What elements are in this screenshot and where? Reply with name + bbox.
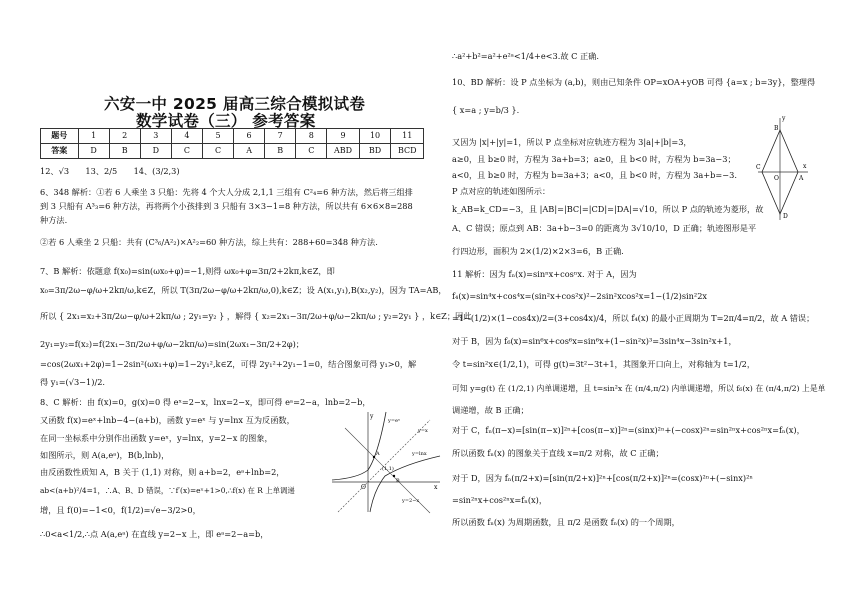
- solution-text-line: 如图所示，则 A(a,eᵃ)，B(b,lnb)，: [40, 450, 170, 460]
- label-a: A: [376, 451, 380, 457]
- label-c: C: [756, 164, 761, 171]
- label-y-eq-2-minus-x: y=2−x: [402, 498, 420, 504]
- graph-q10: [756, 112, 810, 222]
- label-exp: y=eˣ: [388, 418, 401, 424]
- solution-text-line: 8、C 解析：由 f(x)=0，g(x)=0 得 eˣ=2−x，lnx=2−x，即可得 eᵃ=2−a，lnb=2−b，: [40, 397, 371, 407]
- qnum: 10: [359, 129, 391, 144]
- answer-cell: ABD: [327, 144, 359, 159]
- solution-text-line: 又函数 f(x)=eˣ+lnb−4−(a+b)，函数 y=eˣ 与 y=lnx 互为反函数，: [40, 415, 295, 425]
- answer-cell: C: [202, 144, 233, 159]
- qnum: 3: [140, 129, 171, 144]
- answer-table-answer-row: [41, 144, 424, 159]
- answer-label: 答案: [41, 144, 79, 159]
- solution-text-line: P 点对应的轨迹如图所示：: [452, 186, 551, 196]
- header-label: 题号: [41, 129, 79, 144]
- solution-text-line: ab<(a+b)²/4=1，∴A、B、D 错误，∵f′(x)=eˣ+1>0,∴f(x) 在 R 上单调递: [40, 486, 295, 495]
- solution-text-line: 所以函数 fₙ(x) 为周期函数，且 π/2 是函数 fₙ(x) 的一个周期，: [452, 517, 680, 527]
- answer-cell: BD: [359, 144, 391, 159]
- label-ln: y=lnx: [412, 451, 427, 457]
- label-o: O: [774, 175, 779, 182]
- solution-text-line: ∴0<a<1/2,∴点 A(a,eᵃ) 在直线 y=2−x 上，即 eᵃ=2−a=b，: [40, 529, 269, 539]
- solution-text-line: =sin²ⁿx+cos²ⁿx=fₙ(x)，: [452, 495, 548, 505]
- label-y: y: [370, 413, 374, 420]
- title-line-2: 数学试卷（三） 参考答案: [136, 112, 316, 130]
- answer-cell: BCD: [391, 144, 424, 159]
- solution-text-line: 10、BD 解析：设 P 点坐标为 (a,b)，则由已知条件 OP=xOA+yOB 可得 {a=x ; b=3y}，整理得: [452, 77, 816, 87]
- qnum: 5: [202, 129, 233, 144]
- title-line-1: 六安一中 2025 届高三综合模拟试卷: [104, 95, 366, 113]
- qnum: 4: [171, 129, 202, 144]
- solution-text-line: 对于 D，因为 fₙ(π/2+x)=[sin(π/2+x)]²ⁿ+[cos(π/2+x)]²ⁿ=(cosx)²ⁿ+(−sinx)²ⁿ: [452, 473, 753, 483]
- answer-cell: D: [140, 144, 171, 159]
- answer-table-header-row: [41, 129, 424, 144]
- label-o: O: [361, 484, 366, 491]
- solution-text-line: 11 解析：因为 fₙ(x)=sinⁿx+cosⁿx. 对于 A，因为: [452, 269, 637, 279]
- solution-text-line: 6、348 解析：①若 6 人乘坐 3 只船：先将 4 个大人分成 2,1,1 三组有 C²₄=6 种方法，然后将三组排: [40, 187, 413, 197]
- solution-text-line: ②若 6 人乘坐 2 只船：共有 (C³₆/A²₂)×A²₂=60 种方法，综上共有：288+60=348 种方法.: [40, 237, 378, 247]
- label-1-1: (1,1): [382, 466, 394, 472]
- label-d: D: [783, 213, 788, 220]
- answer-cell: B: [265, 144, 296, 159]
- solution-text-line: 由反函数性质知 A，B 关于 (1,1) 对称，则 a+b=2，eᵃ+lnb=2，: [40, 467, 285, 477]
- answer-cell: A: [234, 144, 265, 159]
- point-a: [373, 456, 375, 458]
- label-x: x: [803, 163, 807, 170]
- solution-text-line: 可知 y=g(t) 在 (1/2,1) 内单调递增，且 t=sin²x 在 (π/4,π/2) 内单调递增，所以 f₆(x) 在 (π/4,π/2) 上是单: [452, 384, 826, 393]
- solution-text-line: a≥0，且 b≥0 时，方程为 3a+b=3；a≥0，且 b<0 时，方程为 b=3a−3；: [452, 154, 736, 164]
- qnum: 7: [265, 129, 296, 144]
- solution-text-line: 令 t=sin²x∈(1/2,1)，可得 g(t)=3t²−3t+1，其图象开口向上，对称轴为 t=1/2，: [452, 359, 756, 369]
- answer-cell: C: [296, 144, 327, 159]
- solution-text-line: 在同一坐标系中分别作出函数 y=eˣ，y=lnx，y=2−x 的图象，: [40, 433, 273, 443]
- solution-text-line: 种方法.: [40, 215, 68, 225]
- solution-text-line: 行四边形，面积为 2×(1/2)×2×3=6，B 正确.: [452, 246, 624, 256]
- solution-text-line: f₄(x)=sin⁴x+cos⁴x=(sin²x+cos²x)²−2sin²xcos²x=1−(1/2)sin²2x: [452, 291, 708, 301]
- solution-text-line: x₀=3π/2ω−φ/ω+2kπ/ω,k∈Z，所以 T(3π/2ω−φ/ω+2kπ/ω,0),k∈Z；设 A(x₁,y₁),B(x₂,y₂)，因为 TA=AB，: [40, 285, 447, 295]
- solution-text-line: 所以函数 fₙ(x) 的图象关于直线 x=π/2 对称，故 C 正确；: [452, 448, 664, 458]
- solution-text-line: k_AB=k_CD=−3，且 |AB|=|BC|=|CD|=|DA|=√10，所以 P 点的轨迹为菱形，故: [452, 204, 764, 214]
- point-b: [393, 475, 395, 477]
- solution-text-line: =cos(2ωx₁+2φ)=1−2sin²(ωx₁+φ)=1−2y₁²,k∈Z，可得 2y₁²+2y₁−1=0，结合图象可得 y₁>0，解: [40, 359, 417, 369]
- answer-cell: D: [78, 144, 109, 159]
- qnum: 2: [109, 129, 140, 144]
- solution-text-line: 得 y₁=(√3−1)/2.: [40, 377, 106, 387]
- solution-text-line: ∴a²+b²=a²+e²ᵃ<1/4+e<3.故 C 正确.: [452, 51, 599, 61]
- solution-text-line: { x=a ; y=b/3 }.: [452, 105, 520, 115]
- label-a: A: [799, 175, 804, 182]
- solution-text-line: 对于 C，fₙ(π−x)=[sin(π−x)]²ⁿ+[cos(π−x)]²ⁿ=(sinx)²ⁿ+(−cosx)²ⁿ=sin²ⁿx+cos²ⁿx=fₙ(x)，: [452, 425, 805, 435]
- answer-table: [40, 128, 424, 159]
- label-y-eq-x: y=x: [418, 428, 428, 434]
- solution-text-line: 7、B 解析：依题意 f(x₀)=sin(ωx₀+φ)=−1,则得 ωx₀+φ=3π/2+2kπ,k∈Z，即: [40, 266, 335, 276]
- qnum: 11: [391, 129, 424, 144]
- solution-text-line: 增，且 f(0)=−1<0，f(1/2)=√e−3/2>0，: [40, 505, 201, 515]
- curve-exp: [332, 412, 386, 480]
- solution-text-line: 到 3 只船有 A³₃=6 种方法，再将两个小孩排到 3 只船有 3×3−1=8 种方法，所以共有 6×6×8=288: [40, 201, 413, 211]
- answer-cell: C: [171, 144, 202, 159]
- solution-text-line: =1−(1/2)×(1−cos4x)/2=(3+cos4x)/4，所以 f₄(x) 的最小正周期为 T=2π/4=π/2，故 A 错误；: [452, 313, 815, 323]
- fill-in-answers: 12、√3 13、2/5 14、(3/2,3): [40, 166, 180, 176]
- qnum: 6: [234, 129, 265, 144]
- solution-text-line: 又因为 |x|+|y|=1，所以 P 点坐标对应轨迹方程为 3|a|+|b|=3，: [452, 137, 692, 147]
- solution-text-line: 所以 { 2x₁=x₂+3π/2ω−φ/ω+2kπ/ω ; 2y₁=y₂ } ，解得 { x₂=2x₁−3π/2ω+φ/ω−2kπ/ω ; y₂=2y₁ } ，k∈Z；因此: [40, 311, 472, 321]
- qnum: 8: [296, 129, 327, 144]
- graph-q8: [330, 410, 442, 515]
- label-b: B: [774, 125, 779, 132]
- label-b: B: [396, 478, 400, 484]
- solution-text-line: 对于 B，因为 f₆(x)=sin⁶x+cos⁶x=sin⁶x+(1−sin²x)³=3sin⁴x−3sin²x+1，: [452, 336, 737, 346]
- label-x: x: [434, 484, 438, 491]
- solution-text-line: 2y₁=y₂=f(x₂)=f(2x₁−3π/2ω+φ/ω−2kπ/ω)=sin(2ωx₁−3π/2+2φ)；: [40, 339, 304, 349]
- qnum: 9: [327, 129, 359, 144]
- solution-text-line: 调递增，故 B 正确；: [452, 405, 529, 415]
- label-y: y: [782, 115, 786, 122]
- answer-cell: B: [109, 144, 140, 159]
- qnum: 1: [78, 129, 109, 144]
- solution-text-line: A、C 错误；原点到 AB：3a+b−3=0 的距离为 3√10/10，D 正确；轨迹图形是平: [452, 223, 757, 233]
- solution-text-line: a<0，且 b≥0 时，方程为 b=3a+3；a<0，且 b<0 时，方程为 3a+b=−3.: [452, 170, 737, 180]
